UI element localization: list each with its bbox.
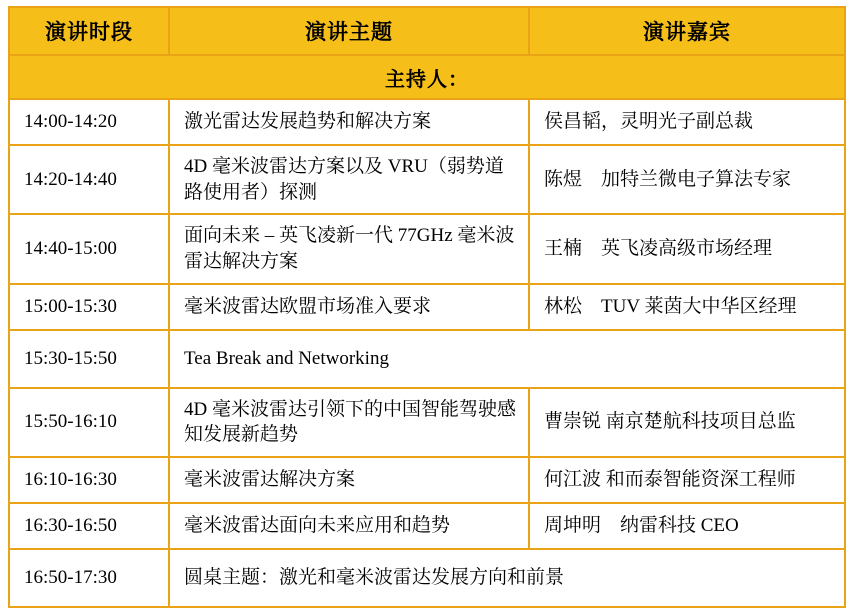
column-header-topic: 演讲主题 <box>169 7 529 55</box>
row-time-cell <box>9 457 169 503</box>
column-header-time: 演讲时段 <box>9 7 169 55</box>
row-guest-cell <box>529 214 845 283</box>
row-guest: 何江波 和而泰智能资深工程师 <box>544 469 796 491</box>
table-row <box>9 330 845 388</box>
row-guest: 侯昌韬，灵明光子副总裁 <box>544 111 754 133</box>
row-guest-cell <box>529 503 845 549</box>
table-row <box>9 549 845 607</box>
table-row <box>9 388 845 457</box>
row-time-cell <box>9 214 169 283</box>
row-guest-cell <box>529 388 845 457</box>
row-topic: 毫米波雷达欧盟市场准入要求 <box>184 295 432 317</box>
row-topic: 4D 毫米波雷达引领下的中国智能驾驶感知发展新趋势 <box>184 398 516 446</box>
row-time-cell <box>9 330 169 388</box>
row-time: 16:30-16:50 <box>24 515 117 537</box>
row-time: 15:30-15:50 <box>24 347 117 369</box>
row-topic-cell <box>169 145 529 214</box>
row-time-cell <box>9 145 169 214</box>
table-row <box>9 214 845 283</box>
row-time-cell <box>9 284 169 330</box>
row-topic-cell <box>169 214 529 283</box>
row-topic: 圆桌主题：激光和毫米波雷达发展方向和前景 <box>184 567 565 589</box>
table-header-row <box>9 7 845 55</box>
table-row <box>9 145 845 214</box>
row-time-cell <box>9 388 169 457</box>
row-time: 15:00-15:30 <box>24 295 117 317</box>
row-guest: 王楠 英飞凌高级市场经理 <box>544 238 773 260</box>
table-row <box>9 284 845 330</box>
row-topic: 毫米波雷达面向未来应用和趋势 <box>184 515 451 537</box>
table-row <box>9 99 845 145</box>
row-topic-cell <box>169 388 529 457</box>
row-topic: Tea Break and Networking <box>184 347 389 369</box>
agenda-table <box>8 6 846 608</box>
row-topic-cell <box>169 457 529 503</box>
row-topic-cell-full <box>169 330 845 388</box>
row-topic-cell <box>169 99 529 145</box>
row-topic: 4D 毫米波雷达方案以及 VRU（弱势道路使用者）探测 <box>184 156 504 203</box>
row-topic: 面向未来 – 英飞凌新一代 77GHz 毫米波雷达解决方案 <box>184 225 515 272</box>
row-topic: 激光雷达发展趋势和解决方案 <box>184 111 432 133</box>
row-guest: 陈煜 加特兰微电子算法专家 <box>544 168 792 190</box>
row-guest: 曹崇锐 南京楚航科技项目总监 <box>544 411 796 433</box>
row-topic: 毫米波雷达解决方案 <box>184 469 356 491</box>
row-time: 14:00-14:20 <box>24 111 117 133</box>
row-guest: 周坤明 纳雷科技 CEO <box>544 515 739 537</box>
host-label: 主持人： <box>9 55 845 99</box>
row-topic-cell <box>169 284 529 330</box>
table-row <box>9 457 845 503</box>
host-row <box>9 55 845 99</box>
row-guest: 林松 TUV 莱茵大中华区经理 <box>544 295 797 317</box>
row-guest-cell <box>529 99 845 145</box>
row-time: 14:20-14:40 <box>24 168 117 190</box>
row-topic-cell-full <box>169 549 845 607</box>
row-time-cell <box>9 503 169 549</box>
column-header-guest: 演讲嘉宾 <box>529 7 845 55</box>
row-time-cell <box>9 549 169 607</box>
row-guest-cell <box>529 145 845 214</box>
row-time: 16:50-17:30 <box>24 567 117 589</box>
row-topic-cell <box>169 503 529 549</box>
row-time: 15:50-16:10 <box>24 411 117 433</box>
row-guest-cell <box>529 457 845 503</box>
row-time-cell <box>9 99 169 145</box>
row-guest-cell <box>529 284 845 330</box>
row-time: 16:10-16:30 <box>24 469 117 491</box>
row-time: 14:40-15:00 <box>24 238 117 260</box>
table-row <box>9 503 845 549</box>
